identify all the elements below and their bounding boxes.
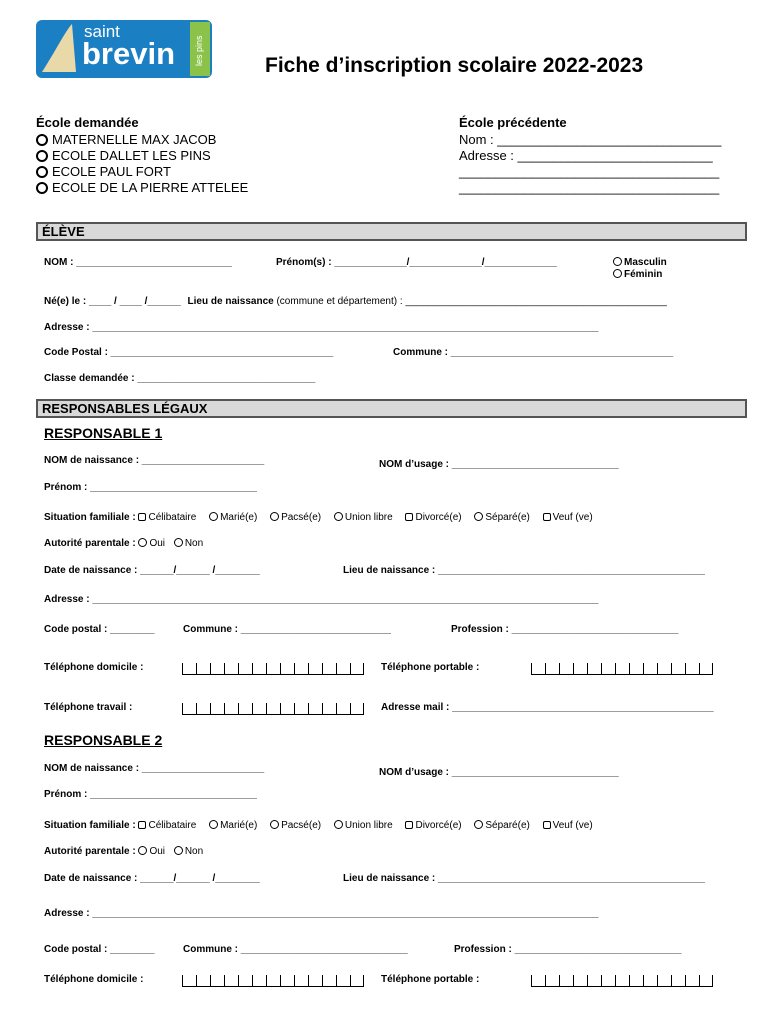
r1-tel-domicile-label: Téléphone domicile : [44,662,144,673]
r1-date-naissance[interactable]: Date de naissance : ______/______ /________ [44,565,260,576]
eleve-prenom[interactable]: Prénom(s) : _____________/_____________/_____________ [276,257,557,268]
radio-icon[interactable] [613,257,622,266]
responsable-1-title: RESPONSABLE 1 [44,425,163,441]
radio-icon[interactable] [138,538,147,547]
radio-icon[interactable] [334,512,343,521]
r2-tel-domicile-boxes[interactable] [182,972,364,990]
eleve-classe[interactable]: Classe demandée : ________________________________ [44,373,316,384]
eleve-naissance-row[interactable]: Né(e) le : ____ / ____ /______ Lieu de naissance (commune et département) : _______________________________________________ [44,296,667,307]
r2-nom-naissance[interactable]: NOM de naissance : ______________________ [44,763,265,774]
r2-sit-union-libre[interactable]: Union libre [334,820,393,831]
r1-tel-domicile-boxes[interactable] [182,660,364,678]
ecole-precedente-adresse[interactable]: Adresse : ___________________________ [459,148,713,163]
r1-autorite-non[interactable]: Non [174,538,203,549]
radio-icon[interactable] [209,512,218,521]
eleve-adresse[interactable]: Adresse : ___________________________________________________________________________________________ [44,322,599,333]
r1-situation-familiale[interactable]: Situation familiale : Célibataire Marié(e) Pacsé(e) Union libre Divorcé(e) Séparé(e) Veuf (ve) [44,512,593,523]
radio-icon[interactable] [36,166,48,178]
r2-sit-marie[interactable]: Marié(e) [209,820,257,831]
r2-prenom[interactable]: Prénom : ______________________________ [44,789,257,800]
radio-icon[interactable] [613,269,622,278]
r1-tel-portable-label: Téléphone portable : [381,662,480,673]
r1-tel-travail-label: Téléphone travail : [44,702,133,713]
ecole-option-1[interactable]: MATERNELLE MAX JACOB [36,132,216,147]
r2-adresse[interactable]: Adresse : ___________________________________________________________________________________________ [44,908,599,919]
radio-icon[interactable] [174,846,183,855]
r2-code-postal[interactable]: Code postal : ________ [44,944,155,955]
eleve-nom[interactable]: NOM : ____________________________ [44,257,232,268]
ecole-demandee-heading: École demandée [36,115,139,130]
r1-tel-travail-boxes[interactable] [182,700,364,718]
r1-tel-portable-boxes[interactable] [531,660,713,678]
r1-autorite-oui[interactable]: Oui [138,538,165,549]
r1-sit-divorce[interactable]: Divorcé(e) [405,512,461,523]
ecole-option-3[interactable]: ECOLE PAUL FORT [36,164,171,179]
radio-icon[interactable] [138,846,147,855]
r1-adresse-mail[interactable]: Adresse mail : _______________________________________________ [381,702,714,713]
r1-nom-usage[interactable]: NOM d’usage : ______________________________ [379,459,619,470]
r2-commune[interactable]: Commune : ______________________________ [183,944,408,955]
checkbox-icon[interactable] [405,513,413,521]
checkbox-icon[interactable] [138,821,146,829]
r1-sit-union-libre[interactable]: Union libre [334,512,393,523]
ecole-precedente-line4[interactable]: ____________________________________ [459,180,720,195]
ecole-precedente-line3[interactable]: ____________________________________ [459,164,720,179]
radio-icon[interactable] [209,820,218,829]
r2-lieu-naissance[interactable]: Lieu de naissance : ________________________________________________ [343,873,705,884]
r2-tel-domicile-label: Téléphone domicile : [44,974,144,985]
ecole-precedente-heading: École précédente [459,115,567,130]
r1-sit-pacse[interactable]: Pacsé(e) [270,512,321,523]
r2-profession[interactable]: Profession : ______________________________ [454,944,682,955]
logo-brevin: brevin [82,36,176,71]
saint-brevin-logo [36,20,212,78]
radio-feminin[interactable]: Féminin [613,269,662,280]
r1-commune[interactable]: Commune : ___________________________ [183,624,391,635]
r2-sit-veuf[interactable]: Veuf (ve) [543,820,593,831]
radio-icon[interactable] [474,820,483,829]
radio-icon[interactable] [270,820,279,829]
r2-tel-portable-boxes[interactable] [531,972,713,990]
r2-sit-separe[interactable]: Séparé(e) [474,820,529,831]
r2-autorite-oui[interactable]: Oui [138,846,165,857]
responsable-2-title: RESPONSABLE 2 [44,732,163,748]
r2-autorite-parentale[interactable]: Autorité parentale : Oui Non [44,846,204,857]
r1-sit-separe[interactable]: Séparé(e) [474,512,529,523]
r1-nom-naissance[interactable]: NOM de naissance : ______________________ [44,455,265,466]
ecole-option-4[interactable]: ECOLE DE LA PIERRE ATTELEE [36,180,248,195]
r2-sit-pacse[interactable]: Pacsé(e) [270,820,321,831]
page-title: Fiche d’inscription scolaire 2022-2023 [265,54,644,77]
logo-tag: les pins [194,35,204,66]
radio-icon[interactable] [474,512,483,521]
r1-sit-celibataire[interactable]: Célibataire [138,512,196,523]
radio-icon[interactable] [36,150,48,162]
r2-date-naissance[interactable]: Date de naissance : ______/______ /________ [44,873,260,884]
radio-icon[interactable] [270,512,279,521]
eleve-commune[interactable]: Commune : ________________________________________ [393,347,674,358]
eleve-code-postal[interactable]: Code Postal : ________________________________________ [44,347,334,358]
r2-situation-familiale[interactable]: Situation familiale : Célibataire Marié(e) Pacsé(e) Union libre Divorcé(e) Séparé(e) Veuf (ve) [44,820,593,831]
r2-sit-celibataire[interactable]: Célibataire [138,820,196,831]
r2-sit-divorce[interactable]: Divorcé(e) [405,820,461,831]
r2-nom-usage[interactable]: NOM d’usage : ______________________________ [379,767,619,778]
r1-autorite-parentale[interactable]: Autorité parentale : Oui Non [44,538,204,549]
radio-icon[interactable] [174,538,183,547]
radio-icon[interactable] [36,182,48,194]
radio-masculin[interactable]: Masculin [613,257,667,268]
r1-sit-marie[interactable]: Marié(e) [209,512,257,523]
section-responsables: RESPONSABLES LÉGAUX [36,399,747,418]
r1-lieu-naissance[interactable]: Lieu de naissance : ________________________________________________ [343,565,705,576]
checkbox-icon[interactable] [405,821,413,829]
r1-prenom[interactable]: Prénom : ______________________________ [44,482,257,493]
r1-code-postal[interactable]: Code postal : ________ [44,624,155,635]
ecole-option-2[interactable]: ECOLE DALLET LES PINS [36,148,211,163]
checkbox-icon[interactable] [138,513,146,521]
checkbox-icon[interactable] [543,821,551,829]
logo-saint: saint [84,22,120,41]
radio-icon[interactable] [36,134,48,146]
r1-profession[interactable]: Profession : ______________________________ [451,624,679,635]
r1-adresse[interactable]: Adresse : ___________________________________________________________________________________________ [44,594,599,605]
r1-sit-veuf[interactable]: Veuf (ve) [543,512,593,523]
radio-icon[interactable] [334,820,343,829]
r2-autorite-non[interactable]: Non [174,846,203,857]
r2-tel-portable-label: Téléphone portable : [381,974,480,985]
section-eleve: ÉLÈVE [36,222,747,241]
ecole-precedente-nom[interactable]: Nom : _______________________________ [459,132,722,147]
checkbox-icon[interactable] [543,513,551,521]
